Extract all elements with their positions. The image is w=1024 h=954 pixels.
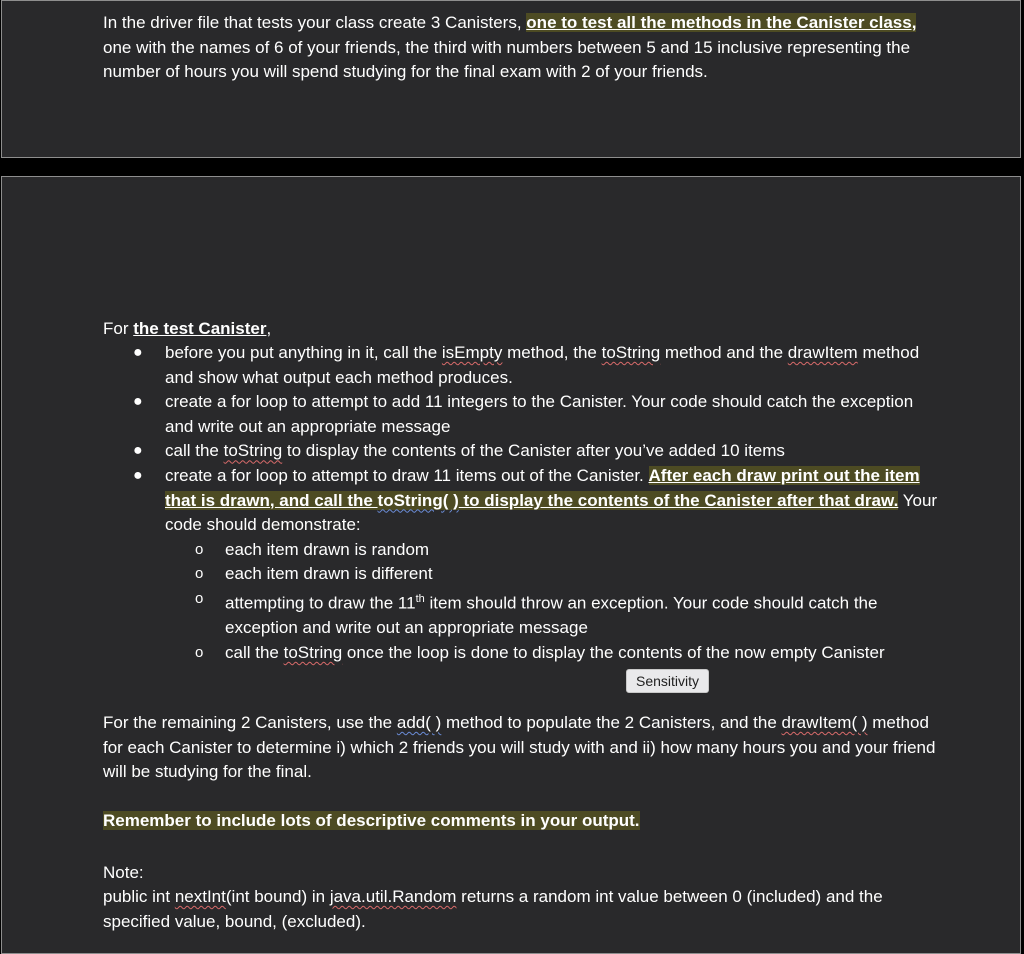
bullet-icon: ● xyxy=(133,393,143,411)
text-segment: call the xyxy=(165,441,224,461)
note-label: Note: xyxy=(103,863,144,882)
sensitivity-label-button[interactable]: Sensitivity xyxy=(626,669,709,693)
bullet-icon: ● xyxy=(133,466,143,484)
text-segment: (int bound) in xyxy=(225,887,330,906)
text-segment: method for each Canister to determine i) which 2 friends you will study with and ii) how many hours you and your friend will be studying for the final. xyxy=(103,713,936,782)
text-segment: each item drawn is random xyxy=(225,539,430,559)
method-tostring: toString xyxy=(601,343,661,362)
text-segment: before you put anything in it, call the xyxy=(165,343,442,362)
text-segment: method, the xyxy=(502,343,602,362)
text-segment: once the loop is done to display the contents of the now empty Canister xyxy=(342,642,885,662)
method-nextint: nextInt xyxy=(174,887,226,906)
method-drawitem: drawItem xyxy=(787,343,858,362)
circle-bullet-icon: o xyxy=(195,643,204,661)
test-canister-label: the test Canister xyxy=(133,319,267,338)
list-item xyxy=(165,562,943,587)
text-segment: For the remaining 2 Canisters, use the xyxy=(103,713,397,732)
test-canister-bullet-list xyxy=(103,341,943,665)
method-isempty: isEmpty xyxy=(441,343,503,362)
bullet-icon: ● xyxy=(133,344,143,361)
highlighted-method-tostring: toString( ) xyxy=(377,490,459,510)
remember-note xyxy=(103,809,640,834)
text-segment: public int xyxy=(103,887,175,906)
text-segment: one with the names of 6 of your friends, the third with numbers between 5 and 15 inclusive representing the number of hours you will spend studying for the final exam with 2 of your friends. xyxy=(103,37,911,82)
list-item xyxy=(165,587,943,641)
text-segment: For xyxy=(103,319,134,338)
text-segment: In the driver file that tests your class create 3 Canisters, xyxy=(103,13,527,32)
list-item xyxy=(103,341,943,390)
text-segment: create a for loop to attempt to add 11 integers to the Canister. Your code should catch the exception and write out an appropriate message xyxy=(165,392,914,436)
text-segment: method and show what output each method produces. xyxy=(165,343,920,387)
superscript: th xyxy=(415,592,425,605)
method-add: add( ) xyxy=(396,713,442,732)
circle-bullet-icon: o xyxy=(195,540,204,558)
method-tostring: toString xyxy=(283,642,343,662)
note-body xyxy=(103,885,953,934)
text-segment: , xyxy=(266,319,272,338)
highlighted-text: to display the contents of the Canister after that draw. xyxy=(458,490,899,510)
highlighted-text: one to test all the methods in the Canister class, xyxy=(526,13,917,32)
canister-instructions-paragraph xyxy=(103,11,943,85)
text-segment: to display the contents of the Canister after you’ve added 10 items xyxy=(282,441,785,461)
demonstrate-sub-list xyxy=(165,538,943,666)
bottom-instruction-panel xyxy=(1,176,1021,954)
test-canister-heading xyxy=(103,317,271,342)
text-segment: item should throw an exception. Your code should catch the exception and write out an appropriate message xyxy=(225,593,878,638)
highlighted-text: After each draw print out the item that is drawn, and call the xyxy=(165,465,920,510)
circle-bullet-icon: o xyxy=(195,589,204,607)
text-segment: each item drawn is different xyxy=(225,564,433,584)
text-segment: returns a random int value between 0 (included) and the specified value, bound, (excluded). xyxy=(103,887,883,931)
text-segment: method to populate the 2 Canisters, and the xyxy=(441,713,782,732)
text-segment: create a for loop to attempt to draw 11 items out of the Canister. xyxy=(165,465,649,485)
bullet-icon: ● xyxy=(133,442,143,460)
text-segment: method and the xyxy=(660,343,788,362)
method-tostring: toString xyxy=(223,441,283,461)
circle-bullet-icon: o xyxy=(195,565,204,583)
list-item xyxy=(103,390,943,439)
method-drawitem: drawItem( ) xyxy=(781,713,868,732)
top-instruction-panel xyxy=(1,0,1021,158)
remaining-canisters-paragraph xyxy=(103,711,953,785)
list-item xyxy=(103,464,943,665)
text-segment: call the xyxy=(225,642,284,662)
list-item xyxy=(165,538,943,563)
text-segment: Your code should demonstrate: xyxy=(165,490,938,535)
list-item xyxy=(165,641,943,666)
package-name: java.util.Random xyxy=(329,887,457,906)
list-item xyxy=(103,439,943,464)
text-segment: attempting to draw the 11 xyxy=(225,593,416,613)
highlighted-text: Remember to include lots of descriptive comments in your output. xyxy=(103,811,640,830)
